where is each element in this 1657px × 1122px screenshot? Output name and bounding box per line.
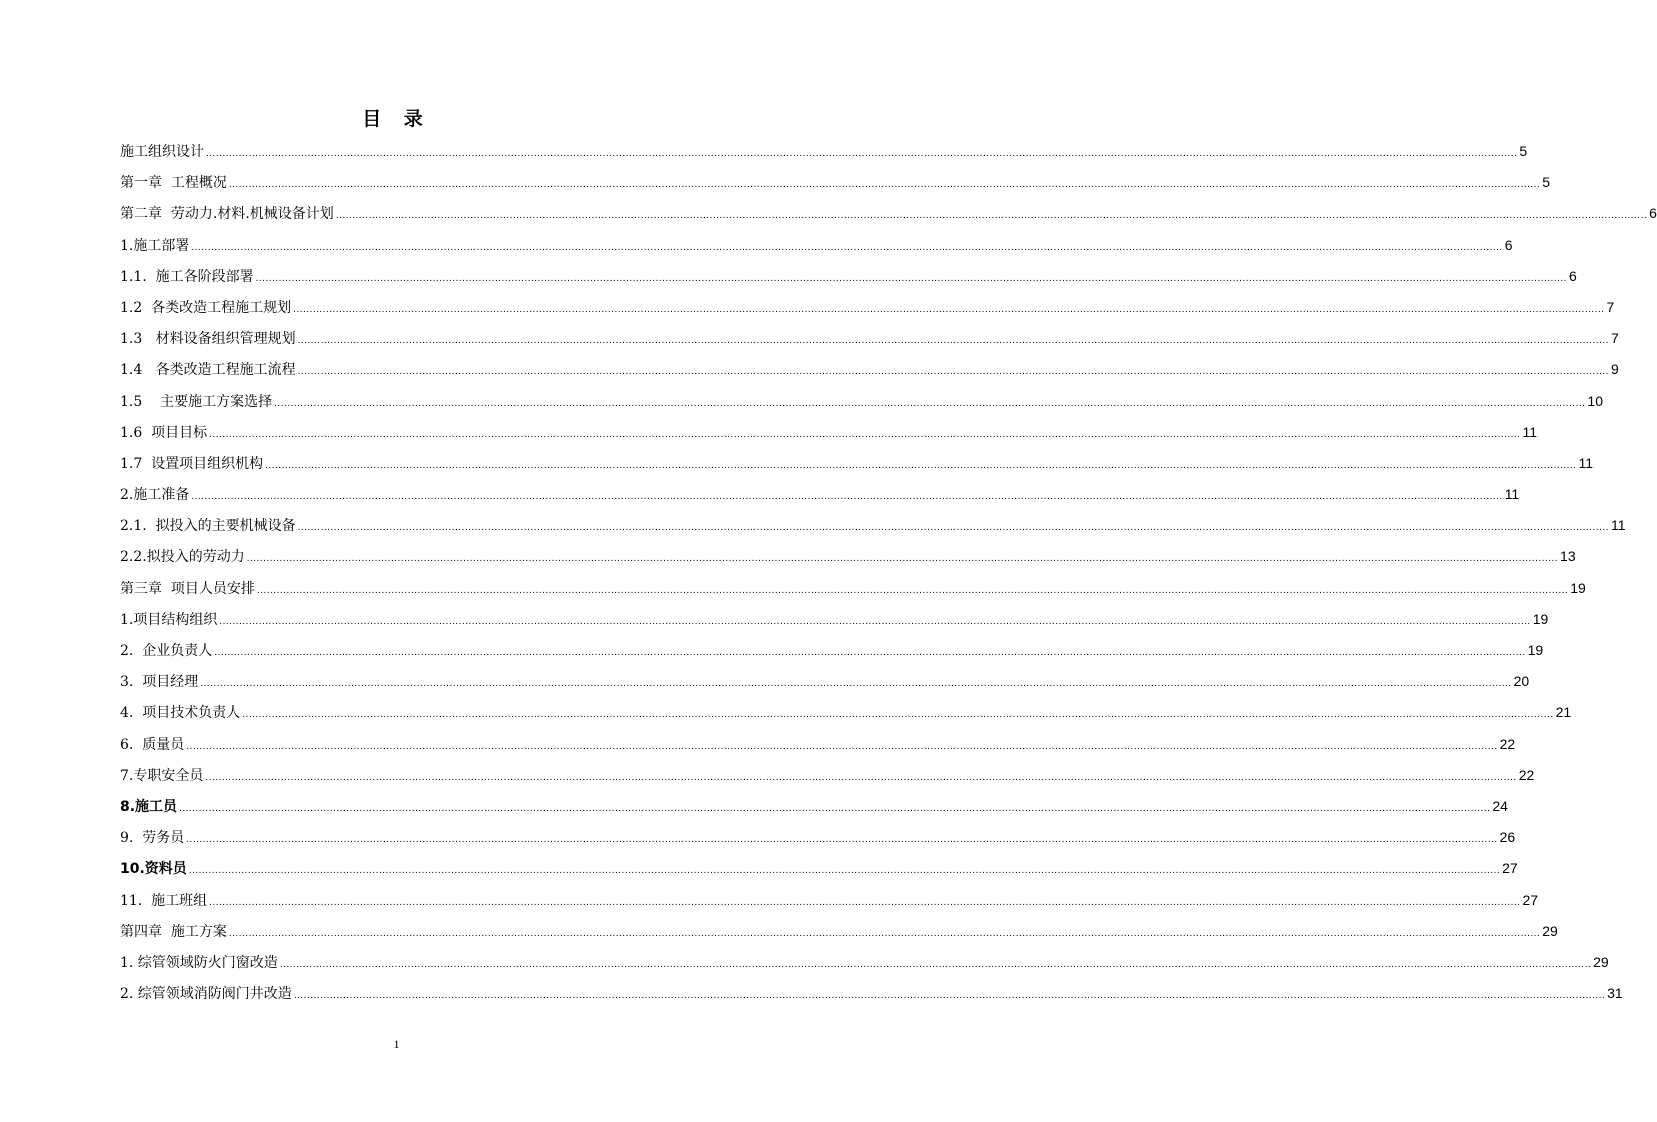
toc-entry-page: 11: [1504, 486, 1520, 503]
toc-entry-title: 11. 施工班组: [120, 892, 208, 909]
toc-entry[interactable]: [120, 640, 1544, 671]
toc-dot-leader: ................................................................................................................................................................................................................................................................................................................................................................................................................: [297, 522, 1609, 534]
toc-entry-page: 5: [1519, 143, 1528, 159]
toc-entry-title: 3. 项目经理: [120, 674, 199, 691]
toc-entry[interactable]: [120, 391, 1603, 422]
toc-entry[interactable]: [120, 546, 1576, 577]
toc-entry-title: 1.5 主要施工方案选择: [120, 393, 273, 410]
toc-entry[interactable]: [120, 141, 1528, 172]
toc-entry-title: 第一章 工程概况: [120, 175, 227, 192]
toc-entry[interactable]: [120, 765, 1535, 796]
toc-entry-page: 10: [1587, 392, 1603, 409]
toc-entry-title: 4. 项目技术负责人: [120, 705, 241, 722]
toc-entry-page: 19: [1527, 642, 1544, 658]
toc-entry-page: 27: [1522, 891, 1539, 908]
toc-entry-title: 1.1. 施工各阶段部署: [120, 268, 254, 285]
toc-entry-page: 29: [1593, 953, 1609, 970]
toc-dot-leader: ................................................................................................................................................................................................................................................................................................................................................................................................................: [279, 958, 1592, 970]
toc-dot-leader: ................................................................................................................................................................................................................................................................................................................................................................................................................: [335, 210, 1648, 222]
toc-entry[interactable]: [120, 734, 1516, 765]
toc-entry[interactable]: [120, 328, 1619, 359]
toc-entry-title: 9. 劳务员: [120, 830, 185, 847]
toc-dot-leader: ................................................................................................................................................................................................................................................................................................................................................................................................................: [188, 865, 1501, 877]
toc-entry-title: 1.6 项目目标: [120, 424, 208, 441]
toc-dot-leader: ................................................................................................................................................................................................................................................................................................................................................................................................................: [179, 802, 1491, 814]
toc-entry-page: 9: [1610, 361, 1619, 378]
toc-entry-title: 1.4 各类改造工程施工流程: [120, 362, 296, 379]
toc-entry-title: 1.3 材料设备组织管理规划: [120, 331, 296, 348]
toc-dot-leader: ................................................................................................................................................................................................................................................................................................................................................................................................................: [186, 740, 1498, 752]
toc-dot-leader: ................................................................................................................................................................................................................................................................................................................................................................................................................: [242, 709, 1554, 721]
toc-dot-leader: ................................................................................................................................................................................................................................................................................................................................................................................................................: [191, 491, 1503, 503]
toc-entry-page: 19: [1532, 610, 1549, 627]
toc-entry-page: 27: [1502, 860, 1518, 877]
toc-entry-page: 31: [1607, 985, 1623, 1002]
toc-dot-leader: ................................................................................................................................................................................................................................................................................................................................................................................................................: [209, 428, 1521, 440]
toc-entry[interactable]: [120, 827, 1516, 858]
toc-entry-title: 1.2 各类改造工程施工规划: [120, 299, 292, 316]
toc-dot-leader: ................................................................................................................................................................................................................................................................................................................................................................................................................: [297, 335, 1609, 347]
toc-entry[interactable]: [120, 235, 1513, 266]
toc-dot-leader: ................................................................................................................................................................................................................................................................................................................................................................................................................: [246, 553, 1559, 565]
toc-dot-leader: ................................................................................................................................................................................................................................................................................................................................................................................................................: [228, 179, 1541, 191]
toc-entry[interactable]: [120, 422, 1538, 453]
toc-entry[interactable]: [120, 890, 1539, 921]
toc-entry-title: 7.专职安全员: [120, 767, 204, 784]
toc-dot-leader: ................................................................................................................................................................................................................................................................................................................................................................................................................: [200, 678, 1512, 690]
toc-entry-title: 2.施工准备: [120, 487, 190, 504]
toc-dot-leader: ................................................................................................................................................................................................................................................................................................................................................................................................................: [191, 241, 1503, 253]
toc-entry-title: 8.施工员: [120, 798, 178, 815]
toc-dot-leader: ................................................................................................................................................................................................................................................................................................................................................................................................................: [293, 303, 1605, 315]
toc-entry[interactable]: [120, 858, 1518, 889]
toc-entry-title: 第三章 项目人员安排: [120, 580, 255, 597]
toc-entry-page: 26: [1499, 829, 1516, 846]
page-title: 目 录: [362, 108, 431, 130]
toc-dot-leader: ................................................................................................................................................................................................................................................................................................................................................................................................................: [205, 771, 1517, 783]
toc-entry-title: 6. 质量员: [120, 736, 185, 753]
toc-dot-leader: ................................................................................................................................................................................................................................................................................................................................................................................................................: [209, 896, 1521, 908]
toc-entry-page: 22: [1518, 766, 1535, 783]
toc-entry-page: 21: [1555, 704, 1572, 721]
toc-entry-page: 7: [1610, 330, 1619, 347]
toc-entry[interactable]: [120, 297, 1615, 328]
toc-dot-leader: ................................................................................................................................................................................................................................................................................................................................................................................................................: [293, 990, 1606, 1002]
toc-entry-page: 19: [1570, 579, 1586, 596]
toc-entry-page: 6: [1568, 267, 1577, 284]
toc-entry-page: 13: [1560, 548, 1576, 565]
toc-entry-page: 6: [1504, 236, 1513, 253]
toc-entry-title: 1.项目结构组织: [120, 611, 218, 628]
table-of-contents: [120, 141, 1657, 1014]
toc-entry-title: 1.7 设置项目组织机构: [120, 455, 264, 472]
toc-entry-title: 10.资料员: [120, 861, 187, 878]
toc-entry-title: 施工组织设计: [120, 144, 204, 160]
toc-dot-leader: ................................................................................................................................................................................................................................................................................................................................................................................................................: [274, 397, 1586, 409]
toc-entry-title: 第二章 劳动力.材料.机械设备计划: [120, 206, 334, 223]
page-number: 1: [393, 1037, 400, 1051]
toc-entry-title: 1.施工部署: [120, 237, 190, 254]
toc-dot-leader: ................................................................................................................................................................................................................................................................................................................................................................................................................: [228, 927, 1541, 939]
toc-entry-title: 2. 企业负责人: [120, 643, 213, 659]
toc-entry-page: 24: [1492, 797, 1508, 814]
toc-entry[interactable]: [120, 921, 1558, 952]
toc-entry-page: 11: [1522, 423, 1538, 440]
toc-entry[interactable]: [120, 359, 1619, 390]
toc-entry[interactable]: [120, 796, 1508, 827]
toc-entry[interactable]: [120, 453, 1594, 484]
toc-entry-page: 11: [1578, 454, 1594, 471]
toc-entry[interactable]: [120, 515, 1626, 546]
toc-entry[interactable]: [120, 172, 1551, 203]
toc-entry[interactable]: [120, 702, 1572, 733]
toc-entry[interactable]: [120, 671, 1530, 702]
toc-entry-title: 第四章 施工方案: [120, 923, 227, 940]
toc-entry-title: 2. 综管领域消防阀门井改造: [120, 986, 292, 1003]
toc-entry-page: 5: [1542, 174, 1551, 191]
toc-dot-leader: ................................................................................................................................................................................................................................................................................................................................................................................................................: [214, 647, 1526, 658]
toc-entry-title: 2.2.拟投入的劳动力: [120, 549, 245, 566]
toc-dot-leader: ................................................................................................................................................................................................................................................................................................................................................................................................................: [255, 272, 1567, 284]
toc-entry-page: 22: [1499, 735, 1516, 752]
toc-entry-page: 7: [1606, 298, 1615, 315]
toc-dot-leader: ................................................................................................................................................................................................................................................................................................................................................................................................................: [297, 366, 1609, 378]
toc-entry[interactable]: [120, 609, 1549, 640]
toc-entry[interactable]: [120, 484, 1520, 515]
toc-entry-page: 11: [1610, 517, 1626, 534]
toc-entry-page: 20: [1513, 673, 1530, 690]
toc-dot-leader: ................................................................................................................................................................................................................................................................................................................................................................................................................: [256, 584, 1569, 596]
toc-entry-title: 1. 综管领域防火门窗改造: [120, 954, 278, 971]
toc-dot-leader: ................................................................................................................................................................................................................................................................................................................................................................................................................: [206, 148, 1518, 159]
toc-dot-leader: ................................................................................................................................................................................................................................................................................................................................................................................................................: [219, 615, 1531, 627]
toc-dot-leader: ................................................................................................................................................................................................................................................................................................................................................................................................................: [186, 834, 1498, 846]
toc-entry[interactable]: [120, 983, 1623, 1014]
toc-entry[interactable]: [120, 203, 1657, 234]
toc-entry-page: 6: [1649, 205, 1657, 222]
toc-entry-page: 29: [1542, 922, 1558, 939]
toc-entry[interactable]: [120, 266, 1577, 297]
toc-entry[interactable]: [120, 952, 1609, 983]
toc-entry[interactable]: [120, 578, 1586, 609]
toc-entry-title: 2.1. 拟投入的主要机械设备: [120, 518, 296, 535]
toc-dot-leader: ................................................................................................................................................................................................................................................................................................................................................................................................................: [265, 459, 1577, 471]
